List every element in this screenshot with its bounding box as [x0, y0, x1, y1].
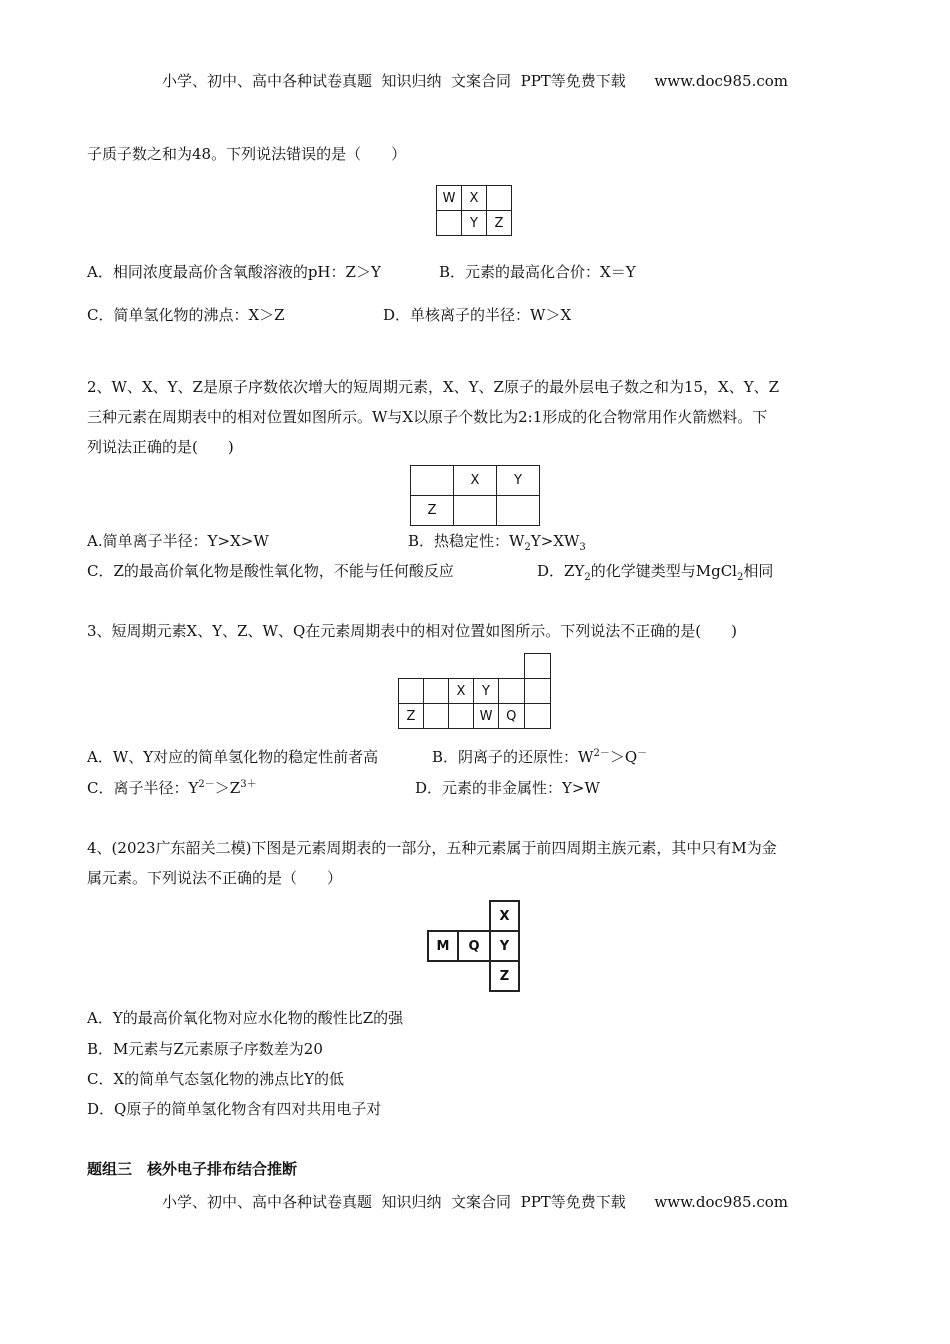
q3-cell: W: [474, 704, 499, 729]
q1-option-b: B．元素的最高化合价：X＝Y: [439, 263, 636, 281]
q1-cell: Y: [462, 211, 487, 236]
q4-periodic-table: [425, 898, 535, 994]
q4-stem-line1: 4、(2023广东韶关二模)下图是元素周期表的一部分，五种元素属于前四周期主族元素，其中只有M为金: [87, 839, 777, 857]
q3-cell: [499, 679, 525, 704]
q4-cell-m: M: [427, 930, 459, 962]
q2-option-a: A.简单离子半径：Y>X>W: [87, 532, 269, 550]
q1-periodic-table: [436, 185, 512, 236]
q4-option-b: B．M元素与Z元素原子序数差为20: [87, 1040, 323, 1058]
q3-cell: [399, 679, 424, 704]
q3-cell: [424, 679, 449, 704]
q3-periodic-table: [398, 653, 551, 729]
q2-stem-line3: 列说法正确的是( ): [87, 438, 234, 456]
q3-cell: [524, 704, 550, 729]
q2-periodic-table: [410, 465, 540, 526]
q4-option-d: D．Q原子的简单氢化物含有四对共用电子对: [87, 1100, 382, 1118]
q3-option-d: D．元素的非金属性：Y>W: [415, 779, 600, 797]
q2-option-c: C．Z的最高价氧化物是酸性氧化物，不能与任何酸反应: [87, 562, 454, 580]
q2-cell: [411, 466, 454, 496]
q2-stem-line2: 三种元素在周期表中的相对位置如图所示。W与X以原子个数比为2:1形成的化合物常用作火箭燃料。下: [87, 408, 768, 426]
q2-cell: X: [454, 466, 497, 496]
q2-stem-line1: 2、W、X、Y、Z是原子序数依次增大的短周期元素，X、Y、Z原子的最外层电子数之和为15，X、Y、Z: [87, 378, 780, 396]
q2-cell: [454, 496, 497, 526]
q3-stem: 3、短周期元素X、Y、Z、W、Q在元素周期表中的相对位置如图所示。下列说法不正确的是( ): [87, 622, 737, 640]
q1-option-a: A．相同浓度最高价含氧酸溶液的pH：Z＞Y: [87, 263, 381, 281]
q4-stem-line2: 属元素。下列说法不正确的是（ ）: [87, 869, 343, 887]
q3-cell: [449, 704, 474, 729]
q3-cell: Z: [399, 704, 424, 729]
q1-option-d: D．单核离子的半径：W＞X: [383, 306, 572, 324]
q1-cell: [487, 186, 512, 211]
q1-cell: W: [437, 186, 462, 211]
q4-option-a: A．Y的最高价氧化物对应水化物的酸性比Z的强: [87, 1009, 404, 1027]
q3-cell: X: [449, 679, 474, 704]
q4-option-c: C．X的简单气态氢化物的沸点比Y的低: [87, 1070, 345, 1088]
q1-cell: Z: [487, 211, 512, 236]
section-heading: 题组三 核外电子排布结合推断: [87, 1160, 298, 1178]
q4-cell-x: X: [489, 900, 520, 932]
q2-option-b: B．热稳定性：$W_2Y>XW_3$: [408, 532, 586, 553]
q3-cell: [524, 654, 550, 679]
q4-cell-z: Z: [489, 960, 520, 992]
q1-cell: [437, 211, 462, 236]
q4-cell-q: Q: [457, 930, 491, 962]
q1-stem: 子质子数之和为48。下列说法错误的是（ ）: [87, 145, 407, 163]
page-header: 小学、初中、高中各种试卷真题 知识归纳 文案合同 PPT等免费下载 www.doc985.com: [161, 72, 788, 90]
q3-option-c: C．离子半径：$Y^{2-}>Z^{3+}$: [87, 779, 257, 797]
q3-cell: Y: [474, 679, 499, 704]
q1-cell: X: [462, 186, 487, 211]
q2-cell: Z: [411, 496, 454, 526]
q2-cell: Y: [497, 466, 540, 496]
q2-option-d: D．$ZY_2$的化学键类型与MgCl$_2$相同: [537, 562, 774, 583]
q3-option-a: A．W、Y对应的简单氢化物的稳定性前者高: [87, 748, 379, 766]
q1-option-c: C．简单氢化物的沸点：X＞Z: [87, 306, 285, 324]
q3-cell: [524, 679, 550, 704]
q3-cell: [424, 704, 449, 729]
q2-cell: [497, 496, 540, 526]
q4-cell-y: Y: [489, 930, 520, 962]
page-footer: 小学、初中、高中各种试卷真题 知识归纳 文案合同 PPT等免费下载 www.doc985.com: [161, 1193, 788, 1211]
q3-option-b: B．阴离子的还原性：$W^{2-}>Q^-$: [432, 748, 648, 766]
q3-cell: Q: [499, 704, 525, 729]
